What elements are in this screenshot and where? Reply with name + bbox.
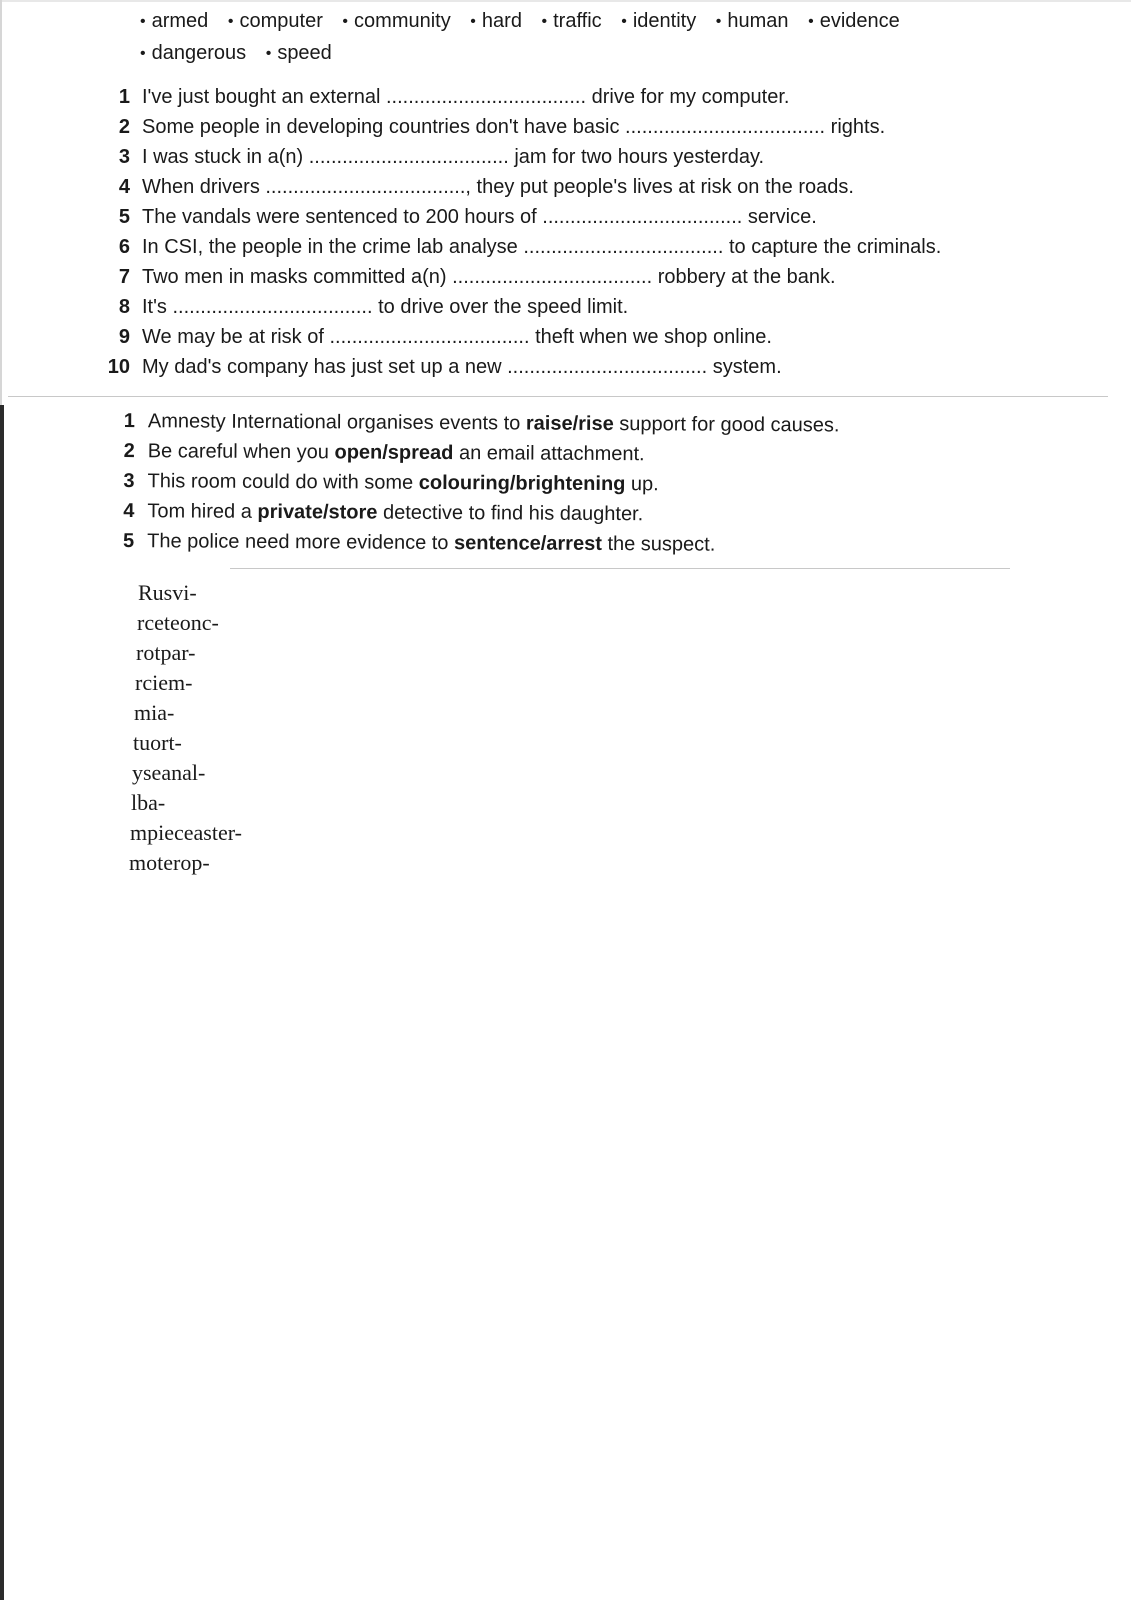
item-number: 6 [118, 236, 130, 258]
sentence-end: service. [747, 206, 817, 228]
sentence-end: detective to find his daughter. [382, 501, 644, 526]
word-box-item: • dangerous [140, 42, 247, 64]
sentence-start: Some people in developing countries don't have basic [142, 116, 620, 138]
word-choice: private/store [257, 500, 378, 524]
answer-gap: .................................... [385, 86, 587, 108]
gap-fill-item [100, 142, 1000, 172]
sentence-start: Amnesty International organises events to [147, 410, 521, 435]
item-number: 2 [118, 116, 130, 138]
item-number: 10 [107, 356, 130, 378]
sentence-start: It's [142, 296, 167, 318]
word-choice: raise/rise [525, 412, 614, 436]
item-number: 3 [118, 146, 130, 168]
item-number: 1 [118, 86, 130, 108]
anagram-item: rciem- [135, 670, 193, 695]
choose-word-item [114, 526, 1014, 561]
anagram-item: moterop- [129, 850, 210, 875]
word-box-item: • traffic [541, 10, 602, 32]
anagram-item: mia- [134, 700, 175, 725]
sentence-start: My dad's company has just set up a new [142, 356, 502, 378]
word-choice: open/spread [334, 441, 454, 465]
word-choice: colouring/brightening [418, 471, 626, 496]
sentence-start: The police need more evidence to [147, 530, 449, 555]
item-number: 1 [123, 410, 135, 433]
item-number: 7 [118, 266, 130, 288]
word-choice: sentence/arrest [453, 532, 602, 555]
word-box-item: • hard [470, 10, 522, 32]
sentence-end: support for good causes. [619, 413, 840, 437]
item-number: 4 [123, 500, 135, 523]
sentence-start: I've just bought an external [142, 86, 381, 108]
gap-fill-item [100, 82, 1000, 112]
sentence-end: drive for my computer. [591, 86, 790, 108]
gap-fill-item [100, 292, 1000, 322]
sentence-start: When drivers [142, 176, 260, 198]
sentence-end: an email attachment. [458, 442, 645, 466]
sentence-start: Be careful when you [147, 440, 330, 464]
sentence-start: This room could do with some [147, 470, 414, 494]
sentence-end: up. [630, 473, 659, 496]
anagram-list [128, 578, 428, 878]
section-divider [230, 568, 1010, 569]
word-box-item: • speed [265, 42, 332, 64]
answer-gap: .................................... [542, 206, 743, 228]
answer-gap: .................................... [172, 296, 373, 318]
sentence-start: I was stuck in a(n) [142, 146, 304, 168]
gap-fill-exercise [100, 82, 1000, 382]
answer-gap: .................................... [625, 116, 826, 138]
answer-gap: ...................................., [265, 176, 471, 198]
answer-gap: .................................... [329, 326, 530, 348]
anagram-item: rceteonc- [137, 610, 219, 635]
anagram-item: mpieceaster- [130, 820, 242, 845]
item-number: 5 [118, 206, 130, 228]
item-number: 4 [118, 176, 130, 198]
gap-fill-item [100, 322, 1000, 352]
item-number: 2 [123, 440, 135, 463]
word-box-item: • human [715, 10, 789, 32]
word-box-item: • armed [140, 10, 209, 32]
gap-fill-item [100, 202, 1000, 232]
sentence-end: to drive over the speed limit. [378, 296, 629, 318]
scan-left-edge-top [0, 0, 2, 405]
word-box [140, 6, 940, 70]
anagram-item: rotpar- [136, 640, 196, 665]
answer-gap: .................................... [523, 236, 724, 258]
sentence-start: In CSI, the people in the crime lab analyse [142, 236, 518, 258]
word-box-item: • evidence [808, 10, 900, 32]
word-box-item: • computer [227, 10, 323, 32]
item-number: 8 [118, 296, 130, 318]
gap-fill-item [100, 172, 1000, 202]
sentence-start: The vandals were sentenced to 200 hours of [142, 206, 537, 228]
answer-gap: .................................... [308, 146, 509, 168]
answer-gap: .................................... [452, 266, 653, 288]
item-number: 9 [118, 326, 130, 348]
item-number: 5 [122, 530, 135, 553]
sentence-end: to capture the criminals. [728, 236, 942, 258]
sentence-start: Two men in masks committed a(n) [142, 266, 447, 288]
sentence-end: they put people's lives at risk on the roads. [476, 176, 854, 198]
anagram-item: Rusvi- [138, 580, 197, 605]
anagram-item: tuort- [133, 730, 182, 755]
section-divider [8, 396, 1108, 397]
gap-fill-item [100, 232, 1000, 262]
answer-gap: .................................... [507, 356, 708, 378]
sentence-start: We may be at risk of [142, 326, 324, 348]
sentence-end: system. [712, 356, 782, 378]
item-number: 3 [123, 470, 135, 493]
scan-top-shadow [0, 0, 1131, 2]
gap-fill-item [100, 262, 1000, 292]
word-box-item: • community [342, 10, 451, 32]
word-box-item: • identity [621, 10, 697, 32]
gap-fill-item [100, 352, 1000, 382]
sentence-end: jam for two hours yesterday. [514, 146, 765, 168]
sentence-end: the suspect. [607, 533, 716, 556]
sentence-end: theft when we shop online. [535, 326, 772, 348]
sentence-start: Tom hired a [147, 500, 252, 523]
scan-left-edge [0, 405, 4, 1600]
sentence-end: rights. [830, 116, 886, 138]
choose-word-exercise [114, 406, 1015, 561]
sentence-end: robbery at the bank. [657, 266, 836, 288]
gap-fill-item [100, 112, 1000, 142]
anagram-item: lba- [131, 790, 166, 815]
anagram-item: yseanal- [132, 760, 206, 785]
